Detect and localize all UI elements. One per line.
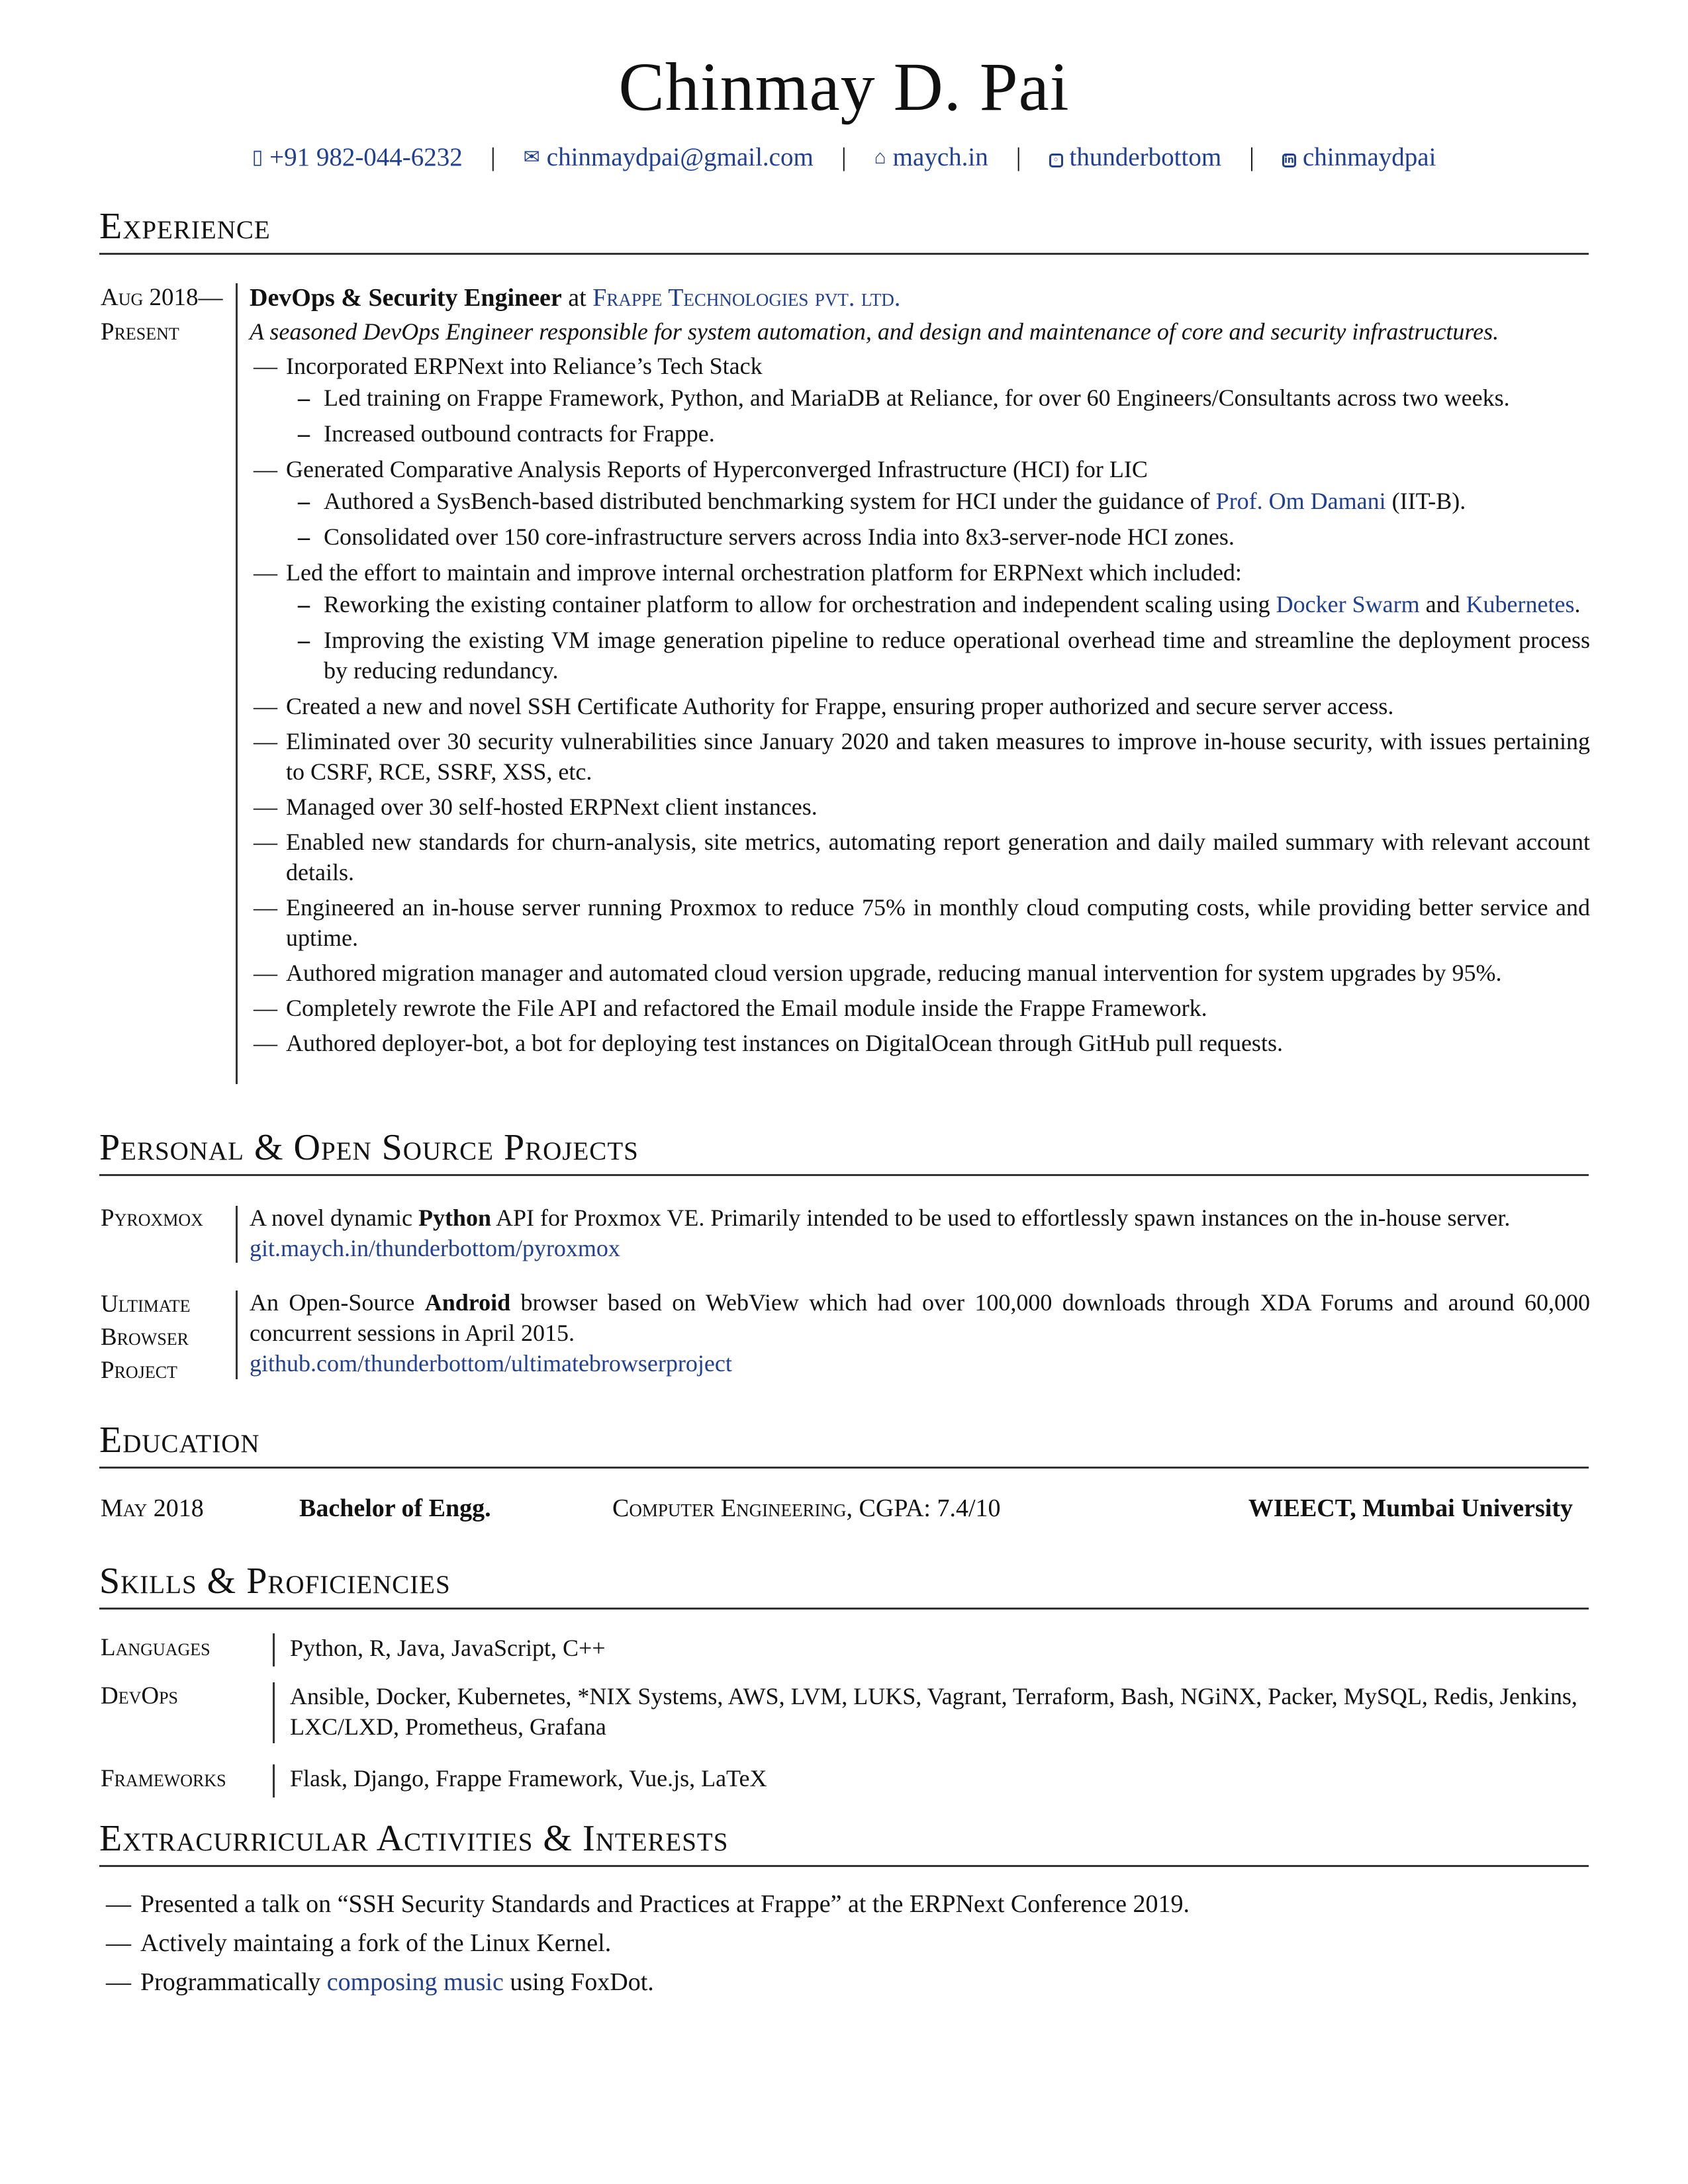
experience-dates — [101, 281, 223, 349]
pyroxmox-link[interactable]: git.maych.in/thunderbottom/pyroxmox — [250, 1235, 620, 1261]
contact-bar — [0, 138, 1688, 177]
job-role: DevOps & Security Engineer — [250, 284, 562, 312]
section-title-skills: Skills & Proficiencies — [99, 1559, 1589, 1610]
section-title-experience: Experience — [99, 204, 1589, 255]
skill-category-frameworks: Frameworks — [101, 1765, 226, 1792]
education-degree: Bachelor of Engg. — [299, 1494, 491, 1522]
section-title-extracurricular: Extracurricular Activities & Interests — [99, 1816, 1589, 1867]
job-at: at — [568, 284, 586, 312]
project-description-pyroxmox: A novel dynamic Python API for Proxmox VE. Primarily intended to be used to effortlessly spawn instances on the in-house server. git.maych.in/thunderbottom/pyroxmox — [250, 1205, 1511, 1261]
project-divider — [236, 1291, 238, 1379]
list-item: — Enabled new standards for churn-analysis, site metrics, automating report generation and daily mailed summary with relevant account details. — [250, 827, 1590, 887]
experience-entry — [250, 281, 1590, 1063]
education-school: WIEECT, Mumbai University — [1248, 1494, 1573, 1522]
experience-date-start: Aug 2018— — [101, 284, 223, 311]
prof-link[interactable]: Prof. Om Damani — [1215, 488, 1386, 514]
experience-date-end: Present — [101, 318, 179, 345]
contact-separator: | — [490, 143, 496, 171]
sub-list-item: – Consolidated over 150 core-infrastructure servers across India into 8x3-server-node HCI zones. — [286, 522, 1590, 552]
list-item: — Created a new and novel SSH Certificate Authority for Frappe, ensuring proper authorized and secure server access. — [250, 691, 1590, 721]
project-divider — [236, 1206, 238, 1263]
home-icon: ⌂ — [874, 146, 886, 168]
experience-heading — [250, 281, 1590, 315]
ultimate-browser-link[interactable]: github.com/thunderbottom/ultimatebrowserproject — [250, 1350, 732, 1377]
education-field: Computer Engineering, CGPA: 7.4/10 — [612, 1494, 1001, 1522]
contact-phone-link[interactable]: ▯ +91 982-044-6232 — [252, 138, 463, 177]
skill-divider — [273, 1633, 275, 1666]
contact-website-link[interactable]: ⌂ maych.in — [874, 138, 988, 177]
skill-values-frameworks: Flask, Django, Frappe Framework, Vue.js, LaTeX — [290, 1765, 767, 1792]
list-item: — Led the effort to maintain and improve internal orchestration platform for ERPNext which included: – Reworking the existing container platform to allow for orchestration and independent scaling using Docker Swarm and Kubernetes. – Improving the existing VM image generation pipeline to reduce operational overhead time and streamline the deployment process by reducing redundancy. — [250, 557, 1590, 686]
phone-icon: ▯ — [252, 146, 263, 168]
section-title-projects: Personal & Open Source Projects — [99, 1125, 1589, 1176]
sub-list-item: – Improving the existing VM image generation pipeline to reduce operational overhead time and streamline the deployment process by reducing redundancy. — [286, 625, 1590, 686]
list-item: — Eliminated over 30 security vulnerabilities since January 2020 and taken measures to improve in-house security, with issues pertaining to CSRF, RCE, SSRF, XSS, etc. — [250, 726, 1590, 787]
experience-bullets — [250, 351, 1590, 1058]
list-item: — Authored migration manager and automated cloud version upgrade, reducing manual intervention for system upgrades by 95%. — [250, 958, 1590, 988]
contact-separator: | — [841, 143, 847, 171]
skill-values-devops: Ansible, Docker, Kubernetes, *NIX Systems, AWS, LVM, LUKS, Vagrant, Terraform, Bash, NGiNX, Packer, MySQL, Redis, Jenkins, LXC/LXD, Prometheus, Grafana — [290, 1683, 1577, 1740]
envelope-icon: ✉ — [523, 146, 540, 168]
list-item: — Completely rewrote the File API and refactored the Email module inside the Frappe Framework. — [250, 993, 1590, 1023]
skill-divider — [273, 1682, 275, 1743]
list-item: — Managed over 30 self-hosted ERPNext client instances. — [250, 792, 1590, 822]
project-description-ultimate-browser: An Open-Source Android browser based on WebView which had over 100,000 downloads through XDA Forums and around 60,000 concurrent sessions in April 2015. github.com/thunderbottom/ultimatebrowserproject — [250, 1289, 1591, 1377]
section-title-education: Education — [99, 1418, 1589, 1469]
company-link[interactable]: Frappe Technologies pvt. ltd. — [592, 284, 901, 312]
list-item: — Actively maintaing a fork of the Linux Kernel. — [101, 1924, 1590, 1963]
sub-list-item: – Reworking the existing container platform to allow for orchestration and independent scaling using Docker Swarm and Kubernetes. — [286, 589, 1590, 619]
linkedin-icon: in — [1282, 154, 1296, 167]
contact-github-link[interactable]: ◦ thunderbottom — [1049, 138, 1222, 177]
kubernetes-link[interactable]: Kubernetes — [1466, 591, 1575, 617]
skill-category-devops: DevOps — [101, 1682, 179, 1709]
composing-music-link[interactable]: composing music — [326, 1968, 504, 1996]
job-summary: A seasoned DevOps Engineer responsible for system automation, and design and maintenance of core and security infrastructures. — [250, 318, 1499, 345]
list-item: — Generated Comparative Analysis Reports of Hyperconverged Infrastructure (HCI) for LIC – Authored a SysBench-based distributed benchmarking system for HCI under the guidance of Prof. Om Damani (IIT-B). – Consolidated over 150 core-infrastructure servers across India into 8x3-server-node HCI zones. — [250, 454, 1590, 552]
list-item: — Programmatically composing music using FoxDot. — [101, 1963, 1590, 2002]
resume-name: Chinmay D. Pai — [618, 49, 1070, 125]
sub-list-item: – Led training on Frappe Framework, Python, and MariaDB at Reliance, for over 60 Engineers/Consultants across two weeks. — [286, 383, 1590, 413]
contact-email-link[interactable]: ✉ chinmaydpai@gmail.com — [524, 138, 814, 177]
contact-separator: | — [1249, 143, 1254, 171]
experience-divider — [236, 283, 238, 1084]
skill-category-languages: Languages — [101, 1634, 211, 1661]
project-name-ultimate-browser: Ultimate Browser Project — [101, 1291, 191, 1384]
sub-list-item: – Increased outbound contracts for Frappe. — [286, 418, 1590, 449]
list-item: — Incorporated ERPNext into Reliance’s Tech Stack – Led training on Frappe Framework, Python, and MariaDB at Reliance, for over 60 Engineers/Consultants across two weeks. – Increased outbound contracts for Frappe. — [250, 351, 1590, 449]
project-name-pyroxmox: Pyroxmox — [101, 1205, 203, 1232]
skill-values-languages: Python, R, Java, JavaScript, C++ — [290, 1635, 606, 1661]
extracurricular-list — [101, 1885, 1590, 2002]
docker-swarm-link[interactable]: Docker Swarm — [1276, 591, 1420, 617]
list-item: — Presented a talk on “SSH Security Standards and Practices at Frappe” at the ERPNext Conference 2019. — [101, 1885, 1590, 1924]
contact-linkedin-link[interactable]: in chinmaydpai — [1282, 138, 1436, 177]
education-date: May 2018 — [101, 1494, 204, 1522]
sub-list-item: – Authored a SysBench-based distributed benchmarking system for HCI under the guidance of Prof. Om Damani (IIT-B). — [286, 486, 1590, 516]
contact-separator: | — [1015, 143, 1021, 171]
github-icon: ◦ — [1049, 154, 1063, 167]
list-item: — Authored deployer-bot, a bot for deploying test instances on DigitalOcean through GitHub pull requests. — [250, 1028, 1590, 1058]
skill-divider — [273, 1764, 275, 1797]
list-item: — Engineered an in-house server running Proxmox to reduce 75% in monthly cloud computing costs, while providing better service and uptime. — [250, 892, 1590, 953]
